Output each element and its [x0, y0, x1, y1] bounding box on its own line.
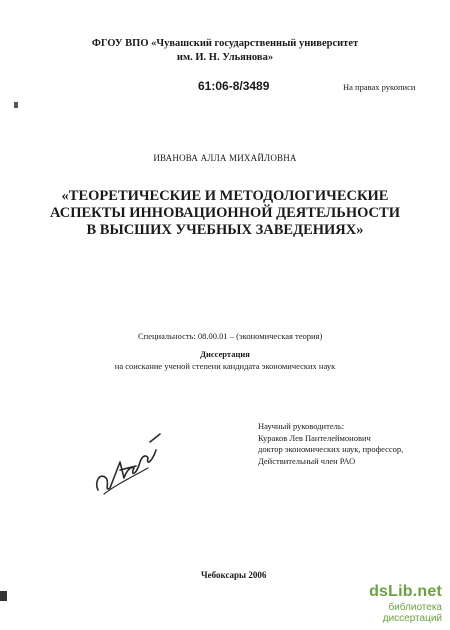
- institution-header: [0, 37, 450, 65]
- watermark: [342, 583, 442, 624]
- institution-line-1: ФГОУ ВПО «Чувашский государственный университет: [91, 38, 359, 49]
- supervisor-name: Кураков Лев Пантелеймонович: [258, 432, 371, 443]
- title-line-3: В ВЫСШИХ УЧЕБНЫХ ЗАВЕДЕНИЯХ»: [86, 222, 364, 238]
- watermark-subtitle: библиотека диссертаций: [382, 602, 442, 624]
- specialty-line: Специальность: 08.00.01 – (экономическая теория): [138, 331, 323, 341]
- document-code: 61:06-8/3489: [198, 79, 270, 93]
- supervisor-label: Научный руководитель:: [258, 421, 345, 431]
- city-year: Чебоксары 2006: [201, 570, 267, 580]
- handwritten-signature: [90, 432, 170, 500]
- title-line-1: «ТЕОРЕТИЧЕСКИЕ И МЕТОДОЛОГИЧЕСКИЕ: [61, 188, 389, 204]
- watermark-logo: dsLib.net: [369, 583, 442, 600]
- author-name: ИВАНОВА АЛЛА МИХАЙЛОВНА: [153, 153, 297, 163]
- institution-line-2: им. И. Н. Ульянова»: [176, 52, 274, 63]
- dissertation-subtitle: на соискание ученой степени кандидата экономических наук: [114, 361, 336, 371]
- dissertation-label: Диссертация: [200, 349, 250, 359]
- supervisor-block: [258, 421, 403, 467]
- dissertation-title: [0, 188, 450, 239]
- rights-note: На правах рукописи: [343, 82, 416, 92]
- supervisor-degree: доктор экономических наук, профессор,: [258, 444, 404, 454]
- supervisor-title: Действительный член РАО: [258, 455, 356, 466]
- title-line-2: АСПЕКТЫ ИННОВАЦИОННОЙ ДЕЯТЕЛЬНОСТИ: [50, 205, 400, 221]
- scan-mark: [14, 102, 18, 108]
- scan-mark-bottom: [0, 591, 7, 601]
